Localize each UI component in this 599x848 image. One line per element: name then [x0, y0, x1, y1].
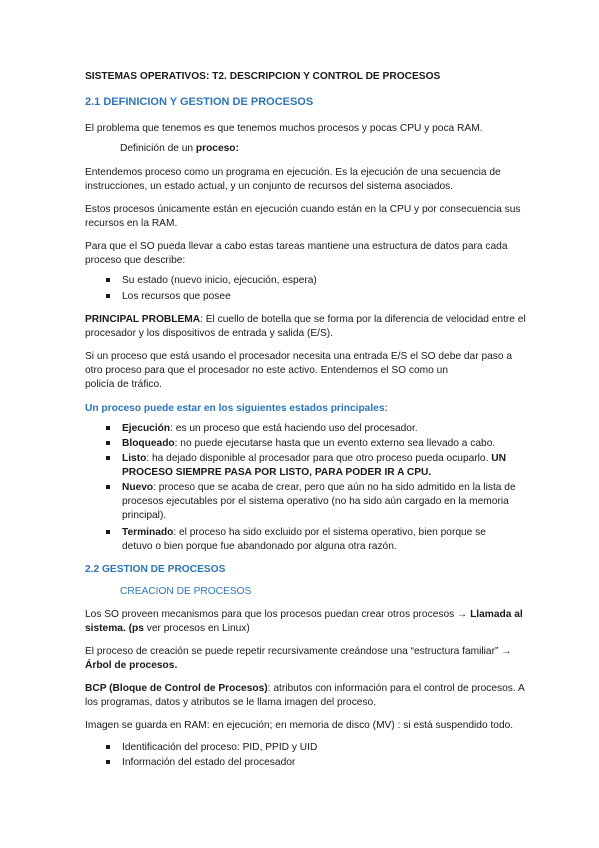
list-item: Información del estado del procesador [122, 757, 296, 768]
state-terminado-line2: detuvo o bien porque fue abandonado por alguna otra razón. [122, 541, 397, 552]
paragraph-tree-line1: El proceso de creación se puede repetir recursivamente creándose una “estructura familiar” → [85, 646, 512, 657]
paragraph-image: Imagen se guarda en RAM: en ejecución; en memoria de disco (MV) : si está suspendido todo. [85, 720, 514, 731]
state-item-nuevo [122, 481, 516, 494]
paragraph-emphasis: Árbol de procesos. [85, 660, 178, 671]
principal-problem-label: PRINCIPAL PROBLEMA [85, 314, 201, 325]
section-heading-2-1: 2.1 DEFINICION Y GESTION DE PROCESOS [85, 96, 314, 108]
paragraph-bcp-line1 [85, 682, 525, 695]
state-name: Bloqueado [122, 438, 175, 449]
state-name: Listo [122, 453, 147, 464]
state-emphasis: PROCESO SIEMPRE PASA POR LISTO, PARA PODER IR A CPU. [122, 467, 432, 478]
list-item: Identificación del proceso: PID, PPID y UID [122, 742, 318, 753]
state-item-bloqueado [122, 437, 495, 450]
state-name: Ejecución [122, 423, 171, 434]
list-item: Los recursos que posee [122, 291, 231, 302]
bullet-icon [106, 422, 110, 435]
state-description: : no puede ejecutarse hasta que un evento externo sea llevado a cabo. [174, 438, 496, 449]
bullet-icon [106, 526, 110, 539]
paragraph-text: ver procesos en Linux) [143, 623, 250, 634]
bullet-icon [106, 756, 110, 769]
paragraph-process-line1: Entendemos proceso como un programa en ejecución. Es la ejecución de una secuencia de [85, 167, 501, 178]
paragraph-process-line2: instrucciones, un estado actual, y un conjunto de recursos del sistema asociados. [85, 181, 454, 192]
bullet-icon [106, 437, 110, 450]
bcp-label: BCP (Bloque de Control de Procesos) [85, 683, 268, 694]
state-description: : proceso que se acaba de crear, pero que aún no ha sido admitido en la lista de [153, 482, 516, 493]
state-item-listo [122, 452, 506, 465]
paragraph-structure-line1: Para que el SO pueda llevar a cabo estas tareas mantiene una estructura de datos para cada [85, 241, 508, 252]
paragraph-syscall-line2 [85, 622, 250, 635]
paragraph-syscall-line1 [85, 608, 523, 621]
bullet-icon [106, 274, 110, 287]
principal-problem-text: : El cuello de botella que se forma por la diferencia de velocidad entre el [200, 314, 526, 325]
section-heading-2-2: 2.2 GESTION DE PROCESOS [85, 564, 226, 575]
paragraph-io-line3: policía de tráfico. [85, 379, 163, 390]
state-description: : es un proceso que está haciendo uso del procesador. [170, 423, 418, 434]
state-nuevo-line2: procesos ejecutables por el sistema operativo (no ha sido aún cargado en la memoria [122, 496, 509, 507]
state-emphasis: UN [491, 453, 506, 464]
definition-bold: proceso: [195, 143, 239, 154]
state-listo-line2 [122, 466, 431, 479]
bcp-text: : atributos con información para el control de procesos. A [267, 683, 525, 694]
principal-problem-line1 [85, 313, 526, 326]
bullet-icon [106, 741, 110, 754]
list-item: Su estado (nuevo inicio, ejecución, espera) [122, 275, 317, 286]
paragraph-bcp-line2: los programas, datos y atributos se le llama imagen del proceso. [85, 697, 377, 708]
state-item-ejecucion [122, 422, 418, 435]
paragraph-emphasis: (ps [125, 623, 144, 634]
paragraph-structure-line2: proceso que describe: [85, 255, 186, 266]
principal-problem-line2: procesador y los dispositivos de entrada y salida (E/S). [85, 328, 334, 339]
paragraph-emphasis: sistema. [85, 623, 126, 634]
state-description: : el proceso ha sido excluido por el sistema operativo, bien porque se [173, 527, 486, 538]
state-name: Terminado [122, 527, 174, 538]
state-nuevo-line3: principal). [122, 510, 167, 521]
paragraph-tree-line2 [85, 659, 177, 672]
states-heading: Un proceso puede estar en los siguientes estados principales: [85, 403, 388, 414]
subsection-heading-creacion: CREACION DE PROCESOS [120, 586, 252, 597]
definition-label: Definición de un [120, 143, 196, 154]
bullet-icon [106, 452, 110, 465]
paragraph-emphasis: Llamada al [470, 609, 523, 620]
definition-line [120, 142, 239, 155]
bullet-icon [106, 481, 110, 494]
state-name: Nuevo [122, 482, 154, 493]
paragraph-text: Los SO proveen mecanismos para que los procesos puedan crear otros procesos → [85, 609, 471, 620]
bullet-icon [106, 290, 110, 303]
state-item-terminado [122, 526, 486, 539]
paragraph-execution-line1: Estos procesos únicamente están en ejecución cuando están en la CPU y por consecuencia sus [85, 204, 521, 215]
paragraph-io-line1: Si un proceso que está usando el procesador necesita una entrada E/S el SO debe dar paso a [85, 351, 513, 362]
paragraph-io-line2: otro proceso para que el procesador no este activo. Entendemos el SO como un [85, 365, 448, 376]
paragraph-problem: El problema que tenemos es que tenemos muchos procesos y pocas CPU y poca RAM. [85, 123, 483, 134]
state-description: : ha dejado disponible al procesador para que otro proceso pueda ocuparlo. [146, 453, 492, 464]
document-title: SISTEMAS OPERATIVOS: T2. DESCRIPCION Y CONTROL DE PROCESOS [85, 71, 441, 82]
paragraph-execution-line2: recursos en la RAM. [85, 218, 178, 229]
